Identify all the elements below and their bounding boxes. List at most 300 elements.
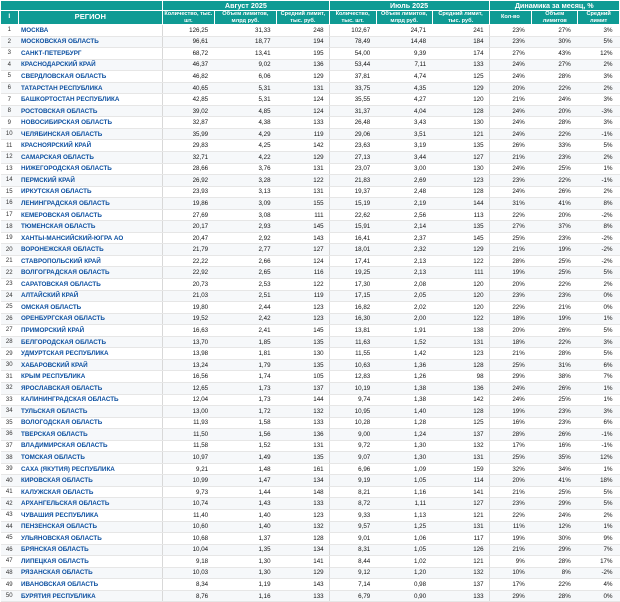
aug-avg: 124 [277,255,330,267]
dyn-volume: 29% [532,544,578,556]
jul-volume: 1,16 [376,486,432,498]
row-region: БАШКОРТОСТАН РЕСПУБЛИКА [18,94,163,106]
aug-volume: 2,77 [214,244,276,256]
jul-avg: 113 [432,209,489,221]
dyn-count: 18% [489,313,532,325]
aug-avg: 122 [277,175,330,187]
dyn-volume: 41% [532,475,578,487]
row-region: БРЯНСКАЯ ОБЛАСТЬ [18,544,163,556]
jul-volume: 3,43 [376,117,432,129]
jul-volume: 1,05 [376,544,432,556]
dyn-avg: 2% [578,509,620,521]
dyn-volume: 20% [532,209,578,221]
aug-volume: 1,40 [214,521,276,533]
row-region: ВОРОНЕЖСКАЯ ОБЛАСТЬ [18,244,163,256]
table-row[interactable] [1,71,620,83]
row-region: ТЮМЕНСКАЯ ОБЛАСТЬ [18,221,163,233]
table-row[interactable] [1,417,620,429]
table-row[interactable] [1,325,620,337]
row-index: 49 [1,579,19,591]
aug-count: 12,65 [163,382,214,394]
row-region: САМАРСКАЯ ОБЛАСТЬ [18,152,163,164]
dyn-volume: 22% [532,336,578,348]
table-row[interactable] [1,336,620,348]
aug-count: 10,03 [163,567,214,579]
row-index: 18 [1,221,19,233]
table-row[interactable] [1,544,620,556]
aug-count: 10,68 [163,533,214,545]
aug-volume: 2,53 [214,279,276,291]
dyn-volume: 28% [532,556,578,568]
table-row[interactable] [1,440,620,452]
jul-avg: 121 [432,509,489,521]
dyn-volume: 27% [532,25,578,37]
aug-avg: 135 [277,336,330,348]
aug-count: 21,79 [163,244,214,256]
aug-avg: 111 [277,209,330,221]
aug-avg: 144 [277,394,330,406]
group-header-august: Август 2025 [163,1,330,11]
table-row[interactable] [1,590,620,602]
table-row[interactable] [1,394,620,406]
table-row[interactable] [1,348,620,360]
aug-volume: 6,06 [214,71,276,83]
jul-volume: 4,74 [376,71,432,83]
row-index: 42 [1,498,19,510]
aug-count: 19,80 [163,302,214,314]
header-group-row [1,1,620,11]
dyn-count: 20% [489,475,532,487]
row-index: 30 [1,359,19,371]
aug-count: 39,02 [163,105,214,117]
table-row[interactable] [1,232,620,244]
aug-volume: 4,38 [214,117,276,129]
row-index: 28 [1,336,19,348]
table-row[interactable] [1,94,620,106]
aug-volume: 4,29 [214,128,276,140]
aug-count: 126,25 [163,25,214,37]
dyn-volume: 25% [532,163,578,175]
dyn-volume: 19% [532,244,578,256]
jul-volume: 2,69 [376,175,432,187]
jul-count: 19,25 [329,267,376,279]
aug-volume: 2,93 [214,221,276,233]
jul-volume: 2,14 [376,221,432,233]
row-region: ТВЕРСКАЯ ОБЛАСТЬ [18,429,163,441]
row-index: 40 [1,475,19,487]
jul-avg: 126 [432,544,489,556]
aug-avg: 136 [277,429,330,441]
dyn-avg: 1% [578,394,620,406]
jul-avg: 174 [432,48,489,60]
table-row[interactable] [1,279,620,291]
row-index: 17 [1,209,19,221]
row-region: АЛТАЙСКИЙ КРАЙ [18,290,163,302]
dyn-avg: 9% [578,533,620,545]
jul-count: 17,41 [329,255,376,267]
row-index: 19 [1,232,19,244]
dyn-avg: 3% [578,25,620,37]
jul-volume: 2,13 [376,267,432,279]
jul-avg: 135 [432,221,489,233]
dyn-count: 20% [489,82,532,94]
jul-count: 16,82 [329,302,376,314]
row-index: 1 [1,25,19,37]
column-header-aug-volume[interactable]: Объем лимитов, млрд руб. [214,11,276,25]
dyn-volume: 23% [532,290,578,302]
dyn-avg: -3% [578,105,620,117]
row-region: ПЕНЗЕНСКАЯ ОБЛАСТЬ [18,521,163,533]
jul-volume: 1,20 [376,567,432,579]
dyn-volume: 27% [532,59,578,71]
table-row[interactable] [1,82,620,94]
dyn-avg: -2% [578,255,620,267]
row-region: МОСКОВСКАЯ ОБЛАСТЬ [18,36,163,48]
aug-avg: 148 [277,486,330,498]
jul-volume: 1,11 [376,498,432,510]
jul-volume: 2,56 [376,209,432,221]
table-row[interactable] [1,290,620,302]
aug-avg: 119 [277,290,330,302]
table-row[interactable] [1,452,620,464]
aug-volume: 1,79 [214,359,276,371]
jul-volume: 0,98 [376,579,432,591]
row-index: 47 [1,556,19,568]
table-row[interactable] [1,140,620,152]
aug-volume: 1,35 [214,544,276,556]
jul-avg: 114 [432,475,489,487]
jul-count: 15,19 [329,198,376,210]
row-index: 9 [1,117,19,129]
dyn-avg: 2% [578,152,620,164]
aug-volume: 4,85 [214,105,276,117]
jul-avg: 122 [432,255,489,267]
aug-count: 13,98 [163,348,214,360]
dyn-avg: 18% [578,475,620,487]
dyn-count: 24% [489,163,532,175]
jul-avg: 127 [432,152,489,164]
aug-volume: 2,92 [214,232,276,244]
aug-count: 19,52 [163,313,214,325]
aug-count: 13,24 [163,359,214,371]
row-region: УЛЬЯНОВСКАЯ ОБЛАСТЬ [18,533,163,545]
jul-volume: 1,26 [376,371,432,383]
dyn-avg: 2% [578,82,620,94]
row-index: 38 [1,452,19,464]
jul-count: 16,41 [329,232,376,244]
table-row[interactable] [1,209,620,221]
dyn-count: 21% [489,244,532,256]
column-header-aug-count[interactable]: Количество, тыс. шт. [164,11,213,24]
aug-volume: 5,31 [214,82,276,94]
dyn-count: 11% [489,521,532,533]
dyn-avg: 8% [578,221,620,233]
aug-avg: 131 [277,163,330,175]
aug-volume: 1,30 [214,556,276,568]
aug-volume: 1,73 [214,394,276,406]
column-header-jul-avg[interactable]: Средний лимит, тыс. руб. [432,11,489,25]
table-row[interactable] [1,221,620,233]
dyn-count: 24% [489,117,532,129]
aug-avg: 131 [277,82,330,94]
aug-avg: 142 [277,140,330,152]
table-row[interactable] [1,521,620,533]
aug-volume: 3,76 [214,163,276,175]
table-row[interactable] [1,186,620,198]
table-row[interactable] [1,128,620,140]
dyn-avg: 3% [578,117,620,129]
jul-count: 29,06 [329,128,376,140]
row-index: 5 [1,71,19,83]
aug-avg: 161 [277,463,330,475]
row-index: 12 [1,152,19,164]
jul-volume: 1,52 [376,336,432,348]
table-row[interactable] [1,486,620,498]
jul-volume: 4,27 [376,94,432,106]
dyn-avg: 1% [578,163,620,175]
table-row[interactable] [1,579,620,591]
dyn-volume: 20% [532,105,578,117]
row-region: ПРИМОРСКИЙ КРАЙ [18,325,163,337]
row-index: 50 [1,590,19,602]
jul-count: 9,12 [329,567,376,579]
jul-count: 27,13 [329,152,376,164]
row-region: СТАВРОПОЛЬСКИЙ КРАЙ [18,255,163,267]
jul-avg: 184 [432,36,489,48]
table-row[interactable] [1,509,620,521]
table-row[interactable] [1,59,620,71]
dyn-count: 9% [489,556,532,568]
row-region: ЛЕНИНГРАДСКАЯ ОБЛАСТЬ [18,198,163,210]
aug-count: 29,83 [163,140,214,152]
aug-volume: 2,51 [214,290,276,302]
row-index: 37 [1,440,19,452]
jul-count: 8,72 [329,498,376,510]
dyn-count: 19% [489,533,532,545]
dyn-volume: 23% [532,152,578,164]
column-header-region[interactable]: РЕГИОН [18,11,163,25]
dyn-avg: 12% [578,452,620,464]
table-row[interactable] [1,267,620,279]
row-region: ВЛАДИМИРСКАЯ ОБЛАСТЬ [18,440,163,452]
jul-count: 53,44 [329,59,376,71]
dyn-count: 24% [489,394,532,406]
column-header-dyn-avg[interactable]: Средний лимит [578,11,620,25]
row-index: 27 [1,325,19,337]
aug-count: 10,99 [163,475,214,487]
table-row[interactable] [1,302,620,314]
row-region: КИРОВСКАЯ ОБЛАСТЬ [18,475,163,487]
jul-volume: 4,35 [376,82,432,94]
dyn-avg: 0% [578,290,620,302]
jul-count: 9,74 [329,394,376,406]
aug-count: 10,74 [163,498,214,510]
table-row[interactable] [1,175,620,187]
table-row[interactable] [1,463,620,475]
jul-avg: 111 [432,267,489,279]
jul-count: 10,95 [329,406,376,418]
jul-count: 17,15 [329,290,376,302]
aug-volume: 1,37 [214,533,276,545]
jul-count: 18,01 [329,244,376,256]
table-row[interactable] [1,163,620,175]
dyn-avg: 2% [578,59,620,71]
aug-volume: 2,44 [214,302,276,314]
table-row[interactable] [1,533,620,545]
jul-volume: 2,32 [376,244,432,256]
dyn-avg: 3% [578,94,620,106]
jul-volume: 1,28 [376,417,432,429]
aug-count: 11,58 [163,440,214,452]
dyn-avg: 5% [578,498,620,510]
jul-avg: 120 [432,290,489,302]
row-region: КАЛИНИНГРАДСКАЯ ОБЛАСТЬ [18,394,163,406]
dyn-avg: -1% [578,128,620,140]
dyn-avg: 2% [578,186,620,198]
jul-volume: 3,44 [376,152,432,164]
aug-avg: 124 [277,105,330,117]
table-row[interactable] [1,152,620,164]
aug-avg: 133 [277,498,330,510]
dyn-volume: 35% [532,452,578,464]
row-region: САНКТ-ПЕТЕРБУРГ [18,48,163,60]
row-index: 13 [1,163,19,175]
jul-count: 78,49 [329,36,376,48]
dyn-volume: 25% [532,255,578,267]
aug-volume: 1,56 [214,429,276,441]
dyn-count: 22% [489,209,532,221]
aug-avg: 130 [277,348,330,360]
column-header-index[interactable]: I [1,11,19,25]
column-header-jul-count[interactable]: Количество, тыс. шт. [329,11,376,25]
aug-count: 26,92 [163,175,214,187]
row-region: КРАСНОДАРСКИЙ КРАЙ [18,59,163,71]
aug-count: 23,93 [163,186,214,198]
jul-count: 16,30 [329,313,376,325]
table-row[interactable] [1,406,620,418]
dyn-volume: 28% [532,71,578,83]
table-row[interactable] [1,25,620,37]
row-region: ТАТАРСТАН РЕСПУБЛИКА [18,82,163,94]
table-row[interactable] [1,498,620,510]
dyn-avg: -1% [578,429,620,441]
aug-volume: 1,58 [214,417,276,429]
aug-volume: 2,42 [214,313,276,325]
table-row[interactable] [1,244,620,256]
column-header-dyn-volume[interactable]: Объем лимитов [532,11,578,25]
table-row[interactable] [1,313,620,325]
dyn-count: 28% [489,255,532,267]
jul-avg: 128 [432,105,489,117]
row-index: 6 [1,82,19,94]
dyn-volume: 29% [532,498,578,510]
dyn-volume: 24% [532,509,578,521]
table-row[interactable] [1,475,620,487]
jul-count: 12,83 [329,371,376,383]
table-row[interactable] [1,567,620,579]
jul-avg: 137 [432,579,489,591]
row-index: 31 [1,371,19,383]
aug-count: 21,03 [163,290,214,302]
table-row[interactable] [1,36,620,48]
row-index: 48 [1,567,19,579]
dyn-count: 24% [489,105,532,117]
dyn-avg: 2% [578,279,620,291]
jul-volume: 1,05 [376,475,432,487]
aug-count: 8,34 [163,579,214,591]
jul-avg: 132 [432,567,489,579]
table-row[interactable] [1,371,620,383]
aug-avg: 248 [277,25,330,37]
table-row[interactable] [1,429,620,441]
dyn-count: 27% [489,48,532,60]
column-header-dyn-count[interactable]: Кол-во [489,11,532,25]
dyn-volume: 22% [532,279,578,291]
jul-avg: 159 [432,463,489,475]
dyn-volume: 25% [532,267,578,279]
jul-volume: 1,06 [376,533,432,545]
table-row[interactable] [1,105,620,117]
jul-count: 33,75 [329,82,376,94]
aug-volume: 3,08 [214,209,276,221]
row-index: 35 [1,417,19,429]
aug-count: 46,82 [163,71,214,83]
aug-volume: 1,52 [214,440,276,452]
aug-avg: 135 [277,359,330,371]
table-row[interactable] [1,117,620,129]
row-region: ВОЛГОГРАДСКАЯ ОБЛАСТЬ [18,267,163,279]
row-region: НИЖЕГОРОДСКАЯ ОБЛАСТЬ [18,163,163,175]
jul-count: 19,37 [329,186,376,198]
aug-volume: 1,43 [214,498,276,510]
table-row[interactable] [1,255,620,267]
table-row[interactable] [1,556,620,568]
column-header-jul-volume[interactable]: Объем лимитов, млрд руб. [376,11,432,25]
aug-count: 8,76 [163,590,214,602]
row-index: 24 [1,290,19,302]
aug-volume: 1,16 [214,590,276,602]
row-region: ЛИПЕЦКАЯ ОБЛАСТЬ [18,556,163,568]
row-index: 14 [1,175,19,187]
dyn-avg: -1% [578,175,620,187]
row-region: ЯРОСЛАВСКАЯ ОБЛАСТЬ [18,382,163,394]
aug-avg: 116 [277,267,330,279]
table-row[interactable] [1,198,620,210]
jul-count: 22,62 [329,209,376,221]
group-header-blank [1,1,163,11]
table-row[interactable] [1,48,620,60]
table-row[interactable] [1,382,620,394]
column-header-aug-avg[interactable]: Средний лимит, тыс. руб. [277,11,330,25]
row-region: АРХАНГЕЛЬСКАЯ ОБЛАСТЬ [18,498,163,510]
row-index: 33 [1,394,19,406]
aug-count: 12,04 [163,394,214,406]
dyn-count: 26% [489,140,532,152]
row-index: 23 [1,279,19,291]
jul-count: 8,21 [329,486,376,498]
jul-count: 7,14 [329,579,376,591]
dyn-count: 29% [489,590,532,602]
dyn-volume: 28% [532,348,578,360]
row-index: 15 [1,186,19,198]
row-region: ОРЕНБУРГСКАЯ ОБЛАСТЬ [18,313,163,325]
dyn-count: 24% [489,71,532,83]
aug-count: 32,87 [163,117,214,129]
dyn-count: 17% [489,579,532,591]
table-row[interactable] [1,359,620,371]
jul-avg: 130 [432,117,489,129]
jul-count: 10,28 [329,417,376,429]
